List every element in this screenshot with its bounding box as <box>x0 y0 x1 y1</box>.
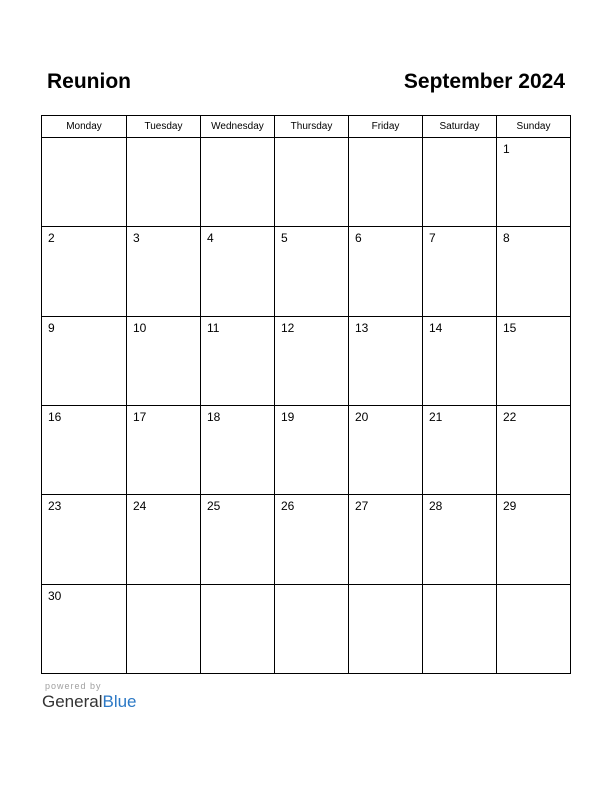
day-cell <box>201 405 275 494</box>
weekday-friday: Friday <box>349 116 423 138</box>
footer <box>42 681 137 712</box>
day-number: 26 <box>281 499 295 514</box>
day-cell <box>497 227 571 316</box>
day-number <box>201 138 274 142</box>
day-cell <box>497 138 571 227</box>
day-cell <box>497 316 571 405</box>
day-cell <box>201 227 275 316</box>
day-cell <box>201 584 275 673</box>
day-number: 14 <box>429 320 443 335</box>
day-number: 28 <box>429 499 443 514</box>
day-cell <box>349 227 423 316</box>
weekday-thursday: Thursday <box>275 116 349 138</box>
calendar-week-row <box>42 405 571 494</box>
day-cell <box>201 316 275 405</box>
weekday-saturday: Saturday <box>423 116 497 138</box>
day-number <box>127 585 200 589</box>
day-number <box>349 138 422 142</box>
calendar-grid <box>41 115 571 674</box>
weekday-monday: Monday <box>42 116 127 138</box>
day-cell <box>201 495 275 584</box>
day-number <box>423 138 496 142</box>
day-number: 8 <box>503 231 510 246</box>
day-cell <box>42 316 127 405</box>
day-cell <box>349 138 423 227</box>
day-number: 21 <box>429 409 443 424</box>
brand-logo <box>42 692 137 712</box>
day-number: 20 <box>355 409 369 424</box>
day-number <box>497 585 570 589</box>
day-number: 15 <box>503 320 517 335</box>
month-year-title: September 2024 <box>403 70 565 93</box>
day-number: 3 <box>133 231 140 246</box>
day-cell <box>127 405 201 494</box>
day-cell <box>127 227 201 316</box>
day-number: 22 <box>503 409 517 424</box>
powered-by-text: powered by <box>45 681 102 691</box>
day-cell <box>275 405 349 494</box>
calendar-week-row <box>42 584 571 673</box>
day-cell <box>127 495 201 584</box>
day-number: 27 <box>355 499 369 514</box>
day-cell <box>42 138 127 227</box>
day-cell <box>42 405 127 494</box>
calendar-week-row <box>42 495 571 584</box>
day-number: 1 <box>503 142 510 156</box>
day-number: 6 <box>355 231 362 246</box>
day-number: 4 <box>207 231 214 246</box>
day-number: 7 <box>429 231 436 246</box>
day-number: 17 <box>133 409 147 424</box>
weekday-tuesday: Tuesday <box>127 116 201 138</box>
calendar-header <box>41 70 570 98</box>
day-number: 25 <box>207 499 221 514</box>
day-cell <box>497 405 571 494</box>
day-cell <box>423 495 497 584</box>
day-cell <box>349 316 423 405</box>
region-title: Reunion <box>47 70 131 93</box>
day-cell <box>349 584 423 673</box>
day-cell <box>42 584 127 673</box>
day-cell <box>423 405 497 494</box>
day-cell <box>423 138 497 227</box>
day-number <box>423 585 496 589</box>
day-number: 16 <box>48 409 62 424</box>
weekday-header-row <box>42 116 571 138</box>
day-number: 13 <box>355 320 369 335</box>
day-cell <box>349 405 423 494</box>
day-number: 30 <box>48 588 62 603</box>
day-number: 23 <box>48 499 62 514</box>
day-number: 12 <box>281 320 295 335</box>
day-cell <box>275 584 349 673</box>
day-cell <box>497 584 571 673</box>
day-cell <box>275 227 349 316</box>
day-number <box>349 585 422 589</box>
day-cell <box>275 138 349 227</box>
day-number: 19 <box>281 409 295 424</box>
day-number <box>275 585 348 589</box>
day-cell <box>423 227 497 316</box>
day-number: 2 <box>48 231 55 246</box>
day-number: 5 <box>281 231 288 246</box>
day-cell <box>349 495 423 584</box>
day-number: 9 <box>48 320 55 335</box>
day-cell <box>423 316 497 405</box>
brand-blue: Blue <box>102 692 137 711</box>
day-cell <box>127 316 201 405</box>
day-number <box>201 585 274 589</box>
weekday-wednesday: Wednesday <box>201 116 275 138</box>
day-number <box>275 138 348 142</box>
day-number: 11 <box>207 320 220 335</box>
day-number: 24 <box>133 499 147 514</box>
day-cell <box>275 495 349 584</box>
day-cell <box>275 316 349 405</box>
day-cell <box>127 584 201 673</box>
calendar-week-row <box>42 316 571 405</box>
weekday-sunday: Sunday <box>497 116 571 138</box>
day-cell <box>127 138 201 227</box>
brand-general: General <box>42 692 103 711</box>
calendar-week-row <box>42 138 571 227</box>
day-cell <box>201 138 275 227</box>
day-cell <box>42 495 127 584</box>
calendar-week-row <box>42 227 571 316</box>
day-number <box>42 138 126 142</box>
day-number: 10 <box>133 320 147 335</box>
day-cell <box>42 227 127 316</box>
day-number: 29 <box>503 499 517 514</box>
day-cell <box>497 495 571 584</box>
day-number <box>127 138 200 142</box>
day-number: 18 <box>207 409 221 424</box>
day-cell <box>423 584 497 673</box>
